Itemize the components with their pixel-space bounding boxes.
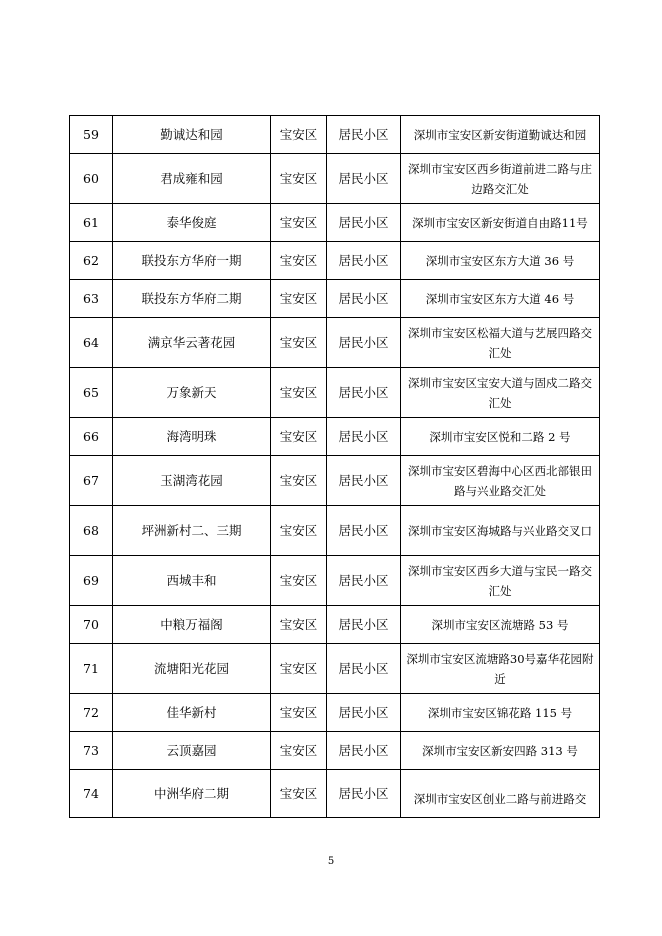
address: 深圳市宝安区悦和二路 2 号 [401, 418, 600, 456]
row-number: 66 [70, 418, 113, 456]
address: 深圳市宝安区流塘路30号嘉华花园附近 [401, 644, 600, 694]
district: 宝安区 [271, 732, 327, 770]
community-name: 玉湖湾花园 [113, 456, 271, 506]
row-number: 61 [70, 204, 113, 242]
district: 宝安区 [271, 456, 327, 506]
community-name: 满京华云著花园 [113, 318, 271, 368]
address: 深圳市宝安区新安四路 313 号 [401, 732, 600, 770]
address: 深圳市宝安区东方大道 36 号 [401, 242, 600, 280]
area-type: 居民小区 [327, 280, 401, 318]
row-number: 68 [70, 506, 113, 556]
table-row [70, 694, 600, 732]
table-row [70, 368, 600, 418]
address: 深圳市宝安区锦花路 115 号 [401, 694, 600, 732]
district: 宝安区 [271, 204, 327, 242]
table-row [70, 280, 600, 318]
district: 宝安区 [271, 116, 327, 154]
community-name: 云顶嘉园 [113, 732, 271, 770]
area-type: 居民小区 [327, 732, 401, 770]
area-type: 居民小区 [327, 694, 401, 732]
community-name: 泰华俊庭 [113, 204, 271, 242]
row-number: 70 [70, 606, 113, 644]
area-type: 居民小区 [327, 506, 401, 556]
district: 宝安区 [271, 318, 327, 368]
table-row [70, 606, 600, 644]
address: 深圳市宝安区宝安大道与固戍二路交汇处 [401, 368, 600, 418]
row-number: 59 [70, 116, 113, 154]
area-type: 居民小区 [327, 606, 401, 644]
district: 宝安区 [271, 242, 327, 280]
address: 深圳市宝安区碧海中心区西北部银田路与兴业路交汇处 [401, 456, 600, 506]
table-row [70, 506, 600, 556]
area-type: 居民小区 [327, 418, 401, 456]
row-number: 67 [70, 456, 113, 506]
area-type: 居民小区 [327, 318, 401, 368]
table-row [70, 732, 600, 770]
area-type: 居民小区 [327, 770, 401, 818]
row-number: 62 [70, 242, 113, 280]
page-number: 5 [327, 856, 335, 867]
district: 宝安区 [271, 506, 327, 556]
table-row [70, 204, 600, 242]
community-name: 中洲华府二期 [113, 770, 271, 818]
district: 宝安区 [271, 770, 327, 818]
community-name: 海湾明珠 [113, 418, 271, 456]
address: 深圳市宝安区海城路与兴业路交叉口 [401, 506, 600, 556]
residential-area-table [69, 115, 600, 818]
address: 深圳市宝安区新安街道勤诚达和园 [401, 116, 600, 154]
area-type: 居民小区 [327, 204, 401, 242]
table-row [70, 242, 600, 280]
community-name: 中粮万福阁 [113, 606, 271, 644]
area-type: 居民小区 [327, 456, 401, 506]
table-row [70, 644, 600, 694]
address: 深圳市宝安区西乡大道与宝民一路交汇处 [401, 556, 600, 606]
community-name: 万象新天 [113, 368, 271, 418]
community-name: 坪洲新村二、三期 [113, 506, 271, 556]
community-name: 佳华新村 [113, 694, 271, 732]
table-row [70, 418, 600, 456]
district: 宝安区 [271, 694, 327, 732]
community-name: 联投东方华府二期 [113, 280, 271, 318]
table-row [70, 116, 600, 154]
address: 深圳市宝安区新安街道自由路11号 [401, 204, 600, 242]
table-row [70, 556, 600, 606]
row-number: 71 [70, 644, 113, 694]
area-type: 居民小区 [327, 116, 401, 154]
row-number: 72 [70, 694, 113, 732]
row-number: 69 [70, 556, 113, 606]
area-type: 居民小区 [327, 556, 401, 606]
row-number: 65 [70, 368, 113, 418]
community-name: 流塘阳光花园 [113, 644, 271, 694]
table-row [70, 318, 600, 368]
row-number: 74 [70, 770, 113, 818]
community-name: 西城丰和 [113, 556, 271, 606]
area-type: 居民小区 [327, 368, 401, 418]
community-name: 勤诚达和园 [113, 116, 271, 154]
district: 宝安区 [271, 154, 327, 204]
table-row [70, 770, 600, 818]
address: 深圳市宝安区东方大道 46 号 [401, 280, 600, 318]
community-name: 君成雍和园 [113, 154, 271, 204]
address: 深圳市宝安区西乡街道前进二路与庄边路交汇处 [401, 154, 600, 204]
district: 宝安区 [271, 606, 327, 644]
row-number: 73 [70, 732, 113, 770]
address: 深圳市宝安区创业二路与前进路交 [401, 770, 600, 818]
row-number: 63 [70, 280, 113, 318]
row-number: 60 [70, 154, 113, 204]
table-row [70, 456, 600, 506]
district: 宝安区 [271, 556, 327, 606]
district: 宝安区 [271, 418, 327, 456]
row-number: 64 [70, 318, 113, 368]
address: 深圳市宝安区松福大道与艺展四路交汇处 [401, 318, 600, 368]
table-row [70, 154, 600, 204]
area-type: 居民小区 [327, 242, 401, 280]
district: 宝安区 [271, 644, 327, 694]
address: 深圳市宝安区流塘路 53 号 [401, 606, 600, 644]
area-type: 居民小区 [327, 154, 401, 204]
district: 宝安区 [271, 280, 327, 318]
district: 宝安区 [271, 368, 327, 418]
community-name: 联投东方华府一期 [113, 242, 271, 280]
area-type: 居民小区 [327, 644, 401, 694]
